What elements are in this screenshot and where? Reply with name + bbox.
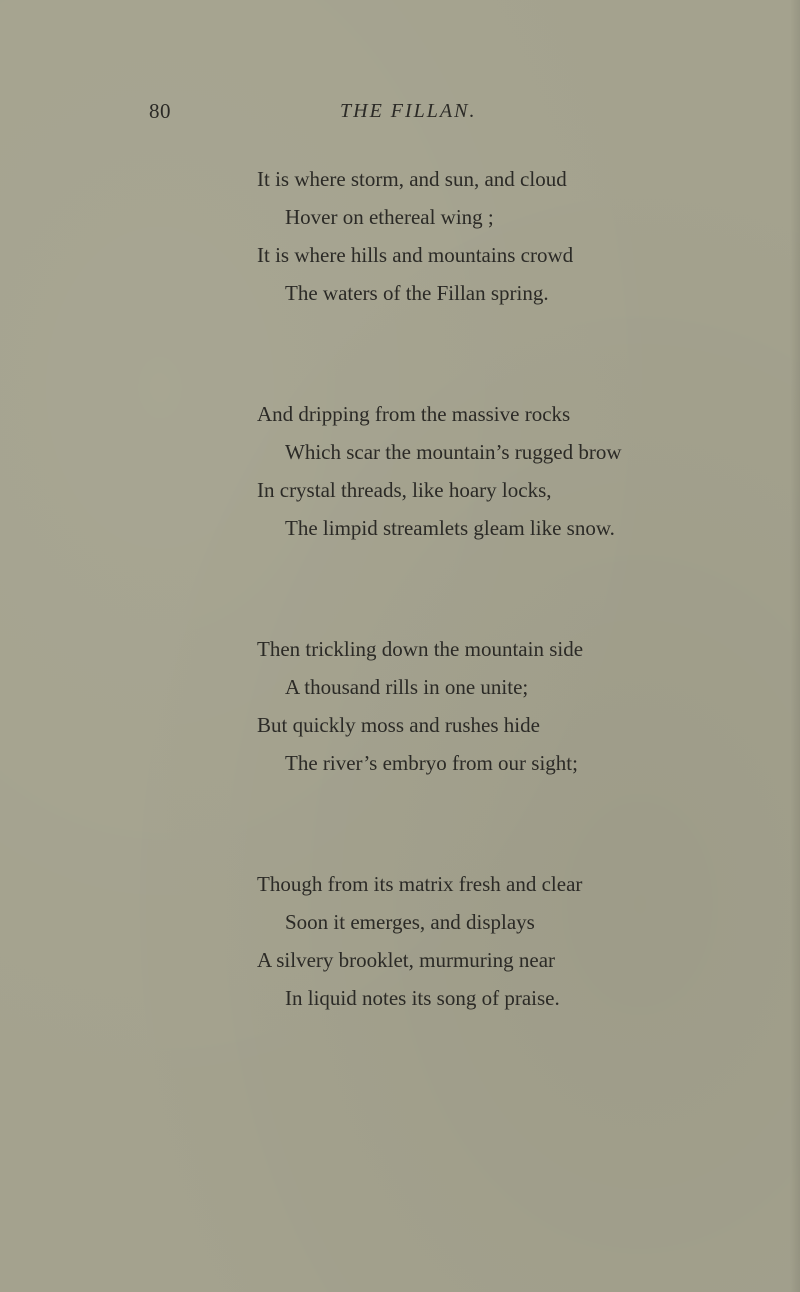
running-title: THE FILLAN. [340, 100, 477, 122]
stanza-1 [257, 160, 777, 312]
poem-line: Though from its matrix fresh and clear [257, 872, 583, 896]
poem-line: And dripping from the massive rocks [257, 402, 571, 426]
poem-line: A thousand rills in one unite; [285, 675, 529, 699]
poem-line: It is where hills and mountains crowd [257, 243, 574, 267]
poem-line: A silvery brooklet, murmuring near [257, 948, 556, 972]
page-edge-shadow [790, 0, 800, 1292]
poem-line: The waters of the Fillan spring. [285, 281, 549, 305]
poem-line: It is where storm, and sun, and cloud [257, 167, 567, 191]
poem-line: In crystal threads, like hoary locks, [257, 478, 552, 502]
poem-line: Soon it emerges, and displays [285, 910, 535, 934]
stanza-3 [257, 630, 777, 782]
poem-line: In liquid notes its song of praise. [285, 986, 560, 1010]
stanza-4 [257, 865, 777, 1017]
poem-line: The river’s embryo from our sight; [285, 751, 578, 775]
poem-line: Then trickling down the mountain side [257, 637, 584, 661]
stanza-2 [257, 395, 777, 547]
poem [257, 160, 777, 1100]
poem-line: Which scar the mountain’s rugged brow [285, 440, 622, 464]
poem-line: The limpid streamlets gleam like snow. [285, 516, 615, 540]
page-number: 80 [149, 99, 171, 123]
poem-line: But quickly moss and rushes hide [257, 713, 540, 737]
poem-line: Hover on ethereal wing ; [285, 205, 494, 229]
